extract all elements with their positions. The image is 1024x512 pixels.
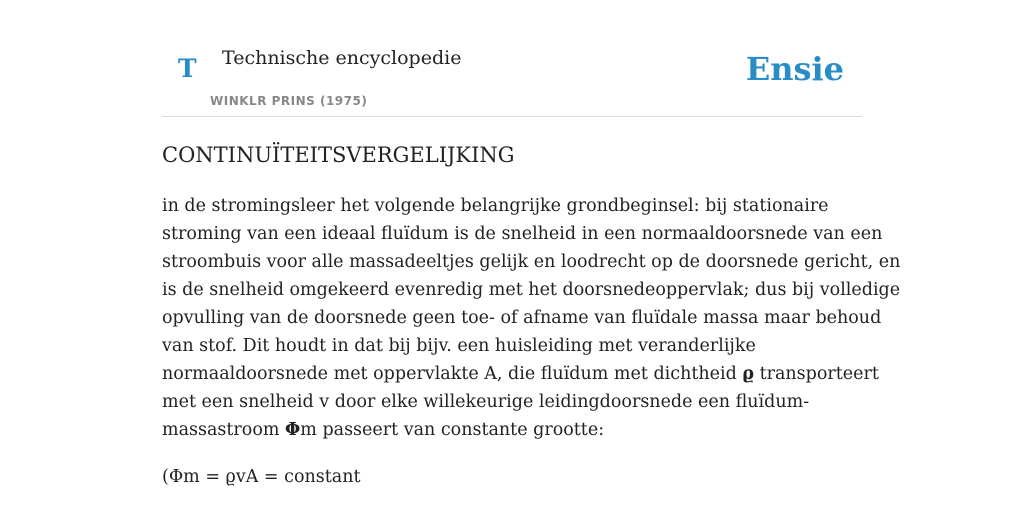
- body-text: m passeert van constante grootte:: [300, 420, 605, 440]
- body-text: massastroom: [162, 420, 286, 440]
- body-line: met een snelheid v door elke willekeurige leidingdoorsnede een fluïdum-: [162, 392, 810, 412]
- density-symbol: ϱ: [742, 364, 755, 384]
- body-text: transporteert: [754, 364, 879, 384]
- book-source: WINKLR PRINS (1975): [210, 94, 368, 108]
- book-title-link[interactable]: Technische encyclopedie: [222, 47, 462, 69]
- body-line: opvulling van de doorsnede geen toe- of afname van fluïdale massa maar behoud: [162, 308, 882, 328]
- flow-symbol: Φ: [285, 420, 301, 440]
- page-header: [162, 0, 862, 117]
- book-logo-icon[interactable]: T: [178, 54, 197, 83]
- body-line: van stof. Dit houdt in dat bij bijv. een huisleiding met veranderlijke: [162, 336, 756, 356]
- body-line: in de stromingsleer het volgende belangrijke grondbeginsel: bij stationaire: [162, 196, 829, 216]
- formula: (Φm = ϱvA = constant: [162, 467, 361, 487]
- body-text: normaaldoorsnede met oppervlakte A, die fluïdum met dichtheid: [162, 364, 743, 384]
- brand-logo-link[interactable]: Ensie: [745, 50, 844, 88]
- body-line: stroming van een ideaal fluïdum is de snelheid in een normaaldoorsnede van een: [162, 224, 883, 244]
- body-line: [162, 360, 879, 388]
- body-line: is de snelheid omgekeerd evenredig met het doorsnedeoppervlak; dus bij volledige: [162, 280, 901, 300]
- body-line: [162, 416, 862, 444]
- entry-body: [162, 192, 901, 444]
- body-line: stroombuis voor alle massadeeltjes gelijk en loodrecht op de doorsnede gericht, en: [162, 252, 901, 272]
- entry-title: CONTINUÏTEITSVERGELIJKING: [162, 143, 515, 167]
- page-container: [162, 0, 901, 512]
